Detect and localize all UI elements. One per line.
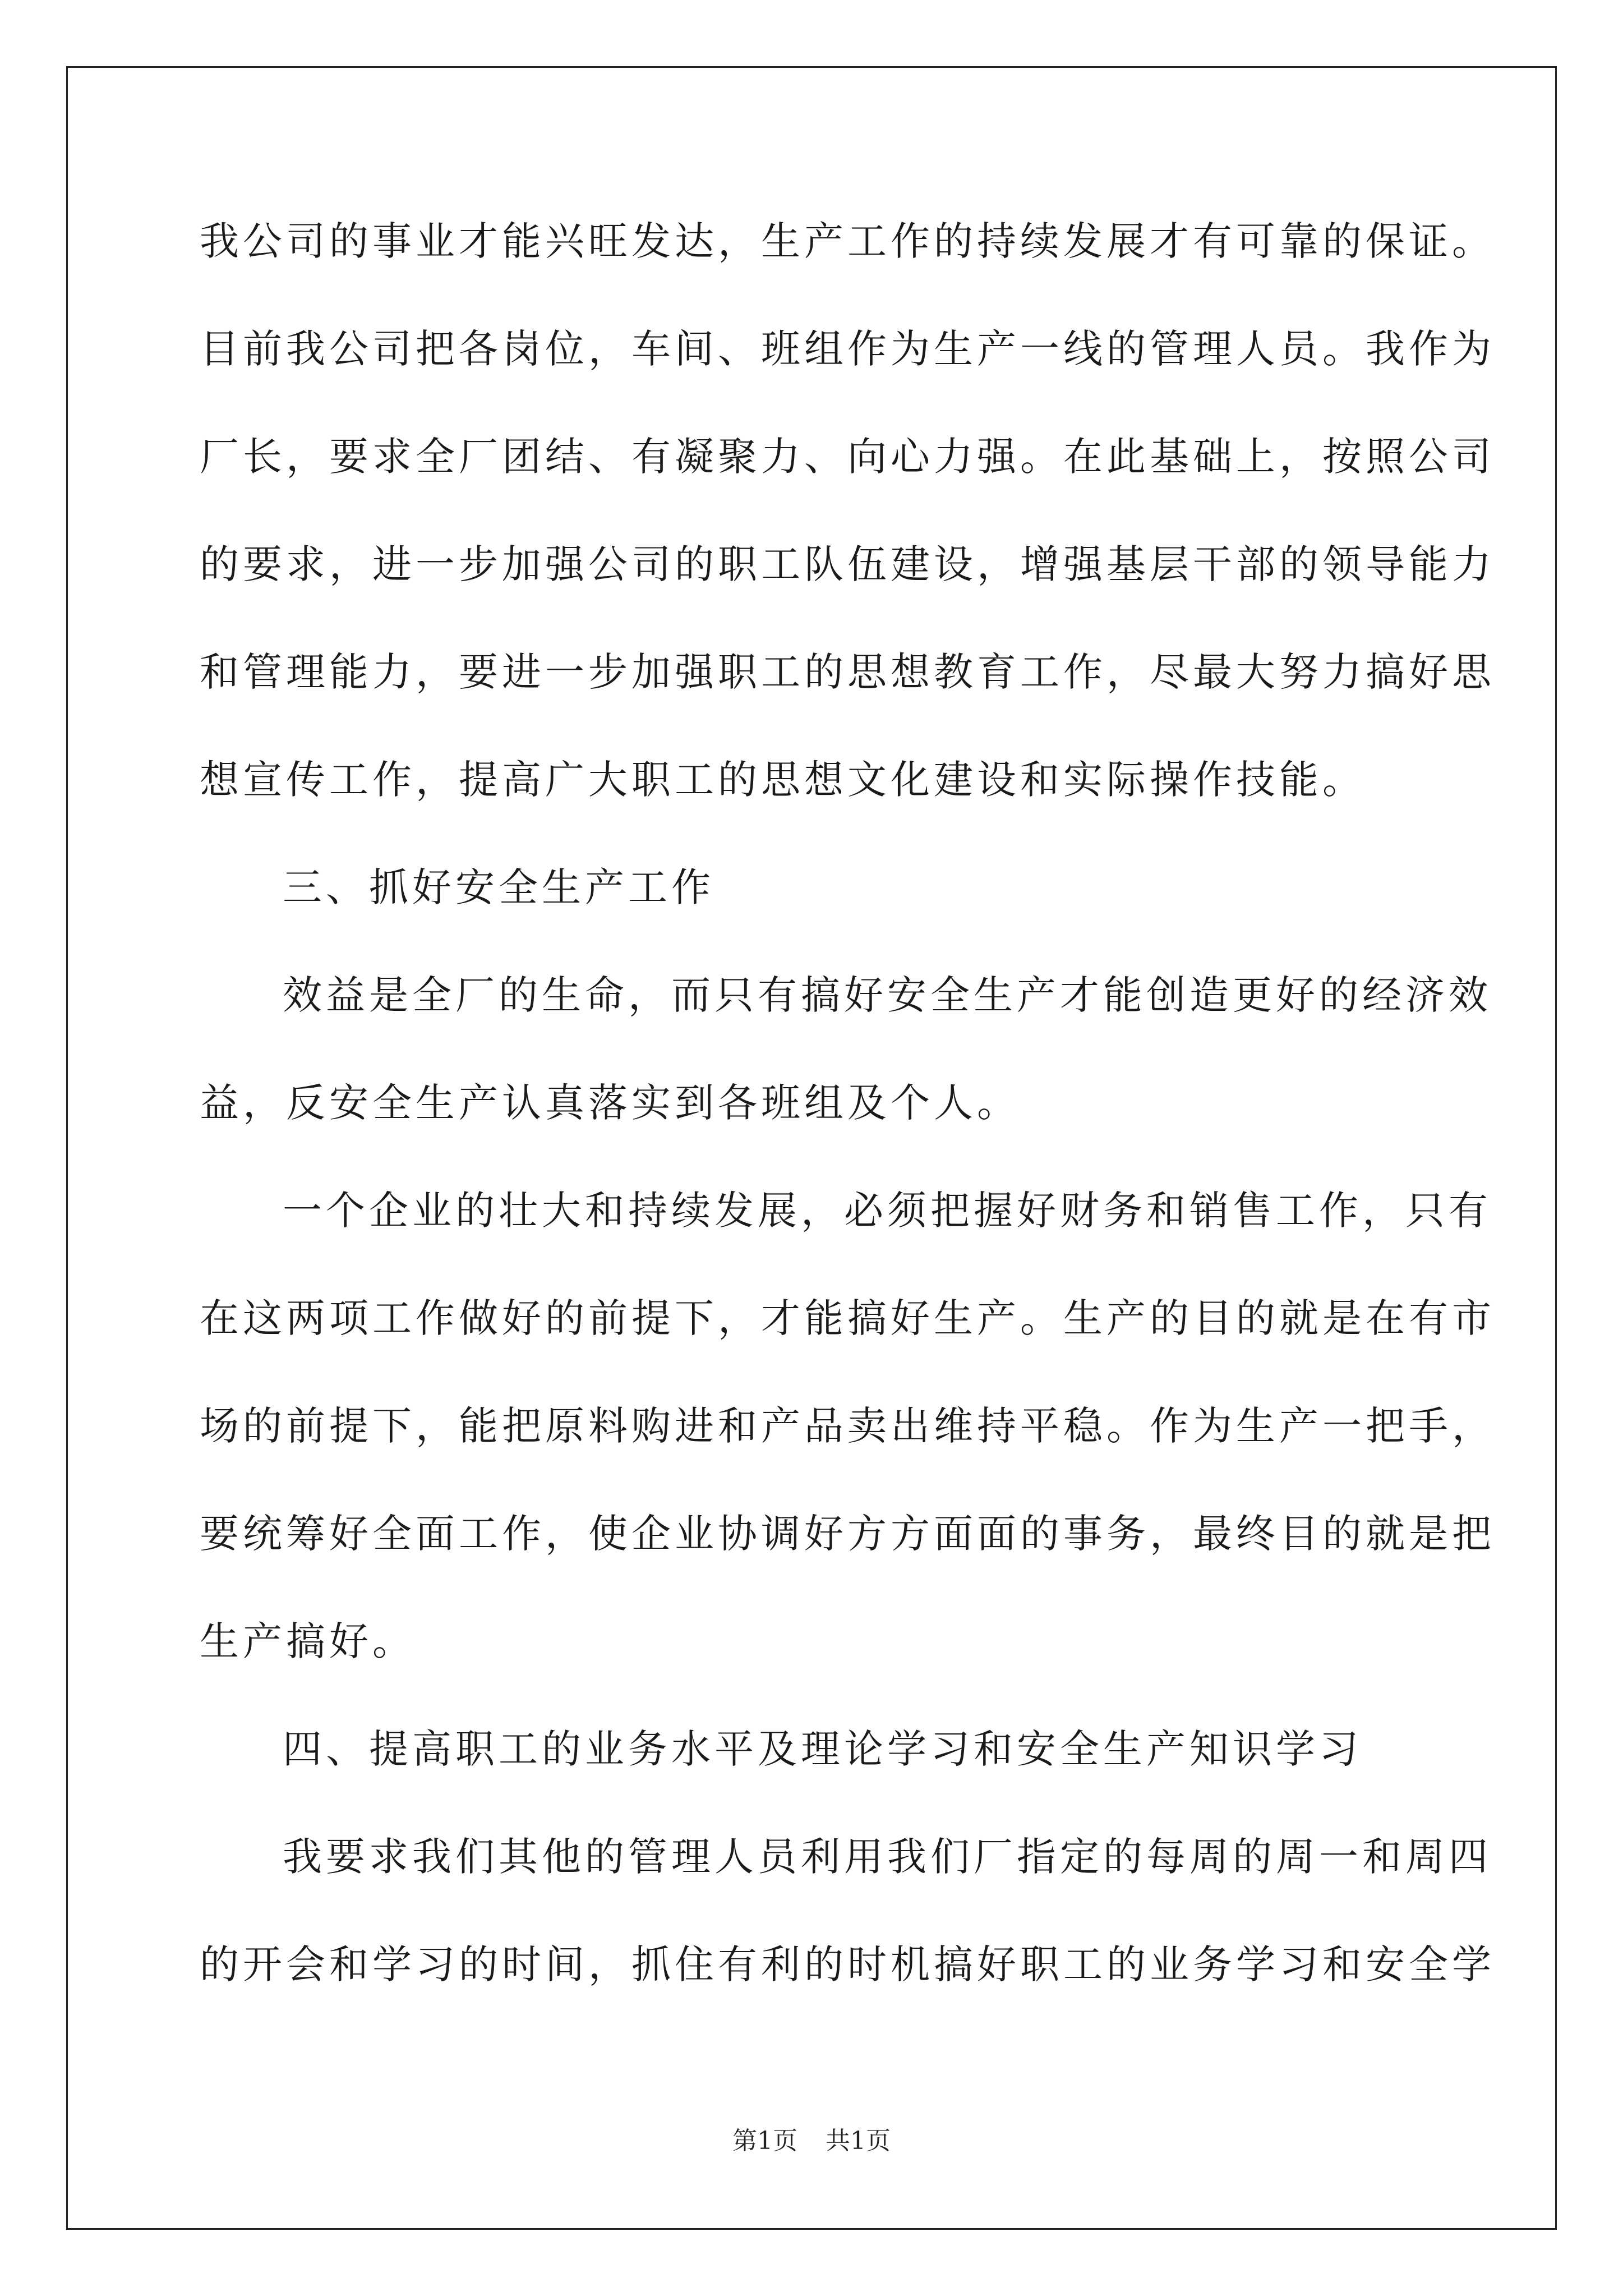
document-body	[200, 208, 1495, 2039]
text-line: 我公司的事业才能兴旺发达，生产工作的持续发展才有可靠的保证。	[200, 218, 1495, 264]
page-footer	[0, 2120, 1623, 2156]
text-line: 厂长，要求全厂团结、有凝聚力、向心力强。在此基础上，按照公司	[200, 434, 1495, 480]
section-heading: 三、抓好安全生产工作	[283, 864, 714, 910]
text-line: 目前我公司把各岗位，车间、班组作为生产一线的管理人员。我作为	[200, 326, 1495, 372]
text-line: 想宣传工作，提高广大职工的思想文化建设和实际操作技能。	[200, 757, 1366, 803]
text-line: 益，反安全生产认真落实到各班组及个人。	[200, 1080, 1020, 1126]
text-line: 生产搞好。	[200, 1618, 416, 1664]
text-line: 我要求我们其他的管理人员利用我们厂指定的每周的周一和周四	[283, 1834, 1492, 1880]
text-line: 和管理能力，要进一步加强职工的思想教育工作，尽最大努力搞好思	[200, 649, 1495, 695]
text-line: 的开会和学习的时间，抓住有利的时机搞好职工的业务学习和安全学	[200, 1941, 1495, 1987]
text-line: 一个企业的壮大和持续发展，必须把握好财务和销售工作，只有	[283, 1188, 1492, 1234]
text-line: 场的前提下，能把原料购进和产品卖出维持平稳。作为生产一把手，	[200, 1403, 1495, 1449]
text-line: 要统筹好全面工作，使企业协调好方方面面的事务，最终目的就是把	[200, 1511, 1495, 1557]
text-line: 效益是全厂的生命，而只有搞好安全生产才能创造更好的经济效	[283, 972, 1492, 1018]
page-total: 共1页	[826, 2127, 891, 2155]
text-line: 的要求，进一步加强公司的职工队伍建设，增强基层干部的领导能力	[200, 541, 1495, 587]
section-heading: 四、提高职工的业务水平及理论学习和安全生产知识学习	[283, 1726, 1362, 1772]
page-number: 第1页	[732, 2127, 797, 2155]
text-line: 在这两项工作做好的前提下，才能搞好生产。生产的目的就是在有市	[200, 1295, 1495, 1341]
